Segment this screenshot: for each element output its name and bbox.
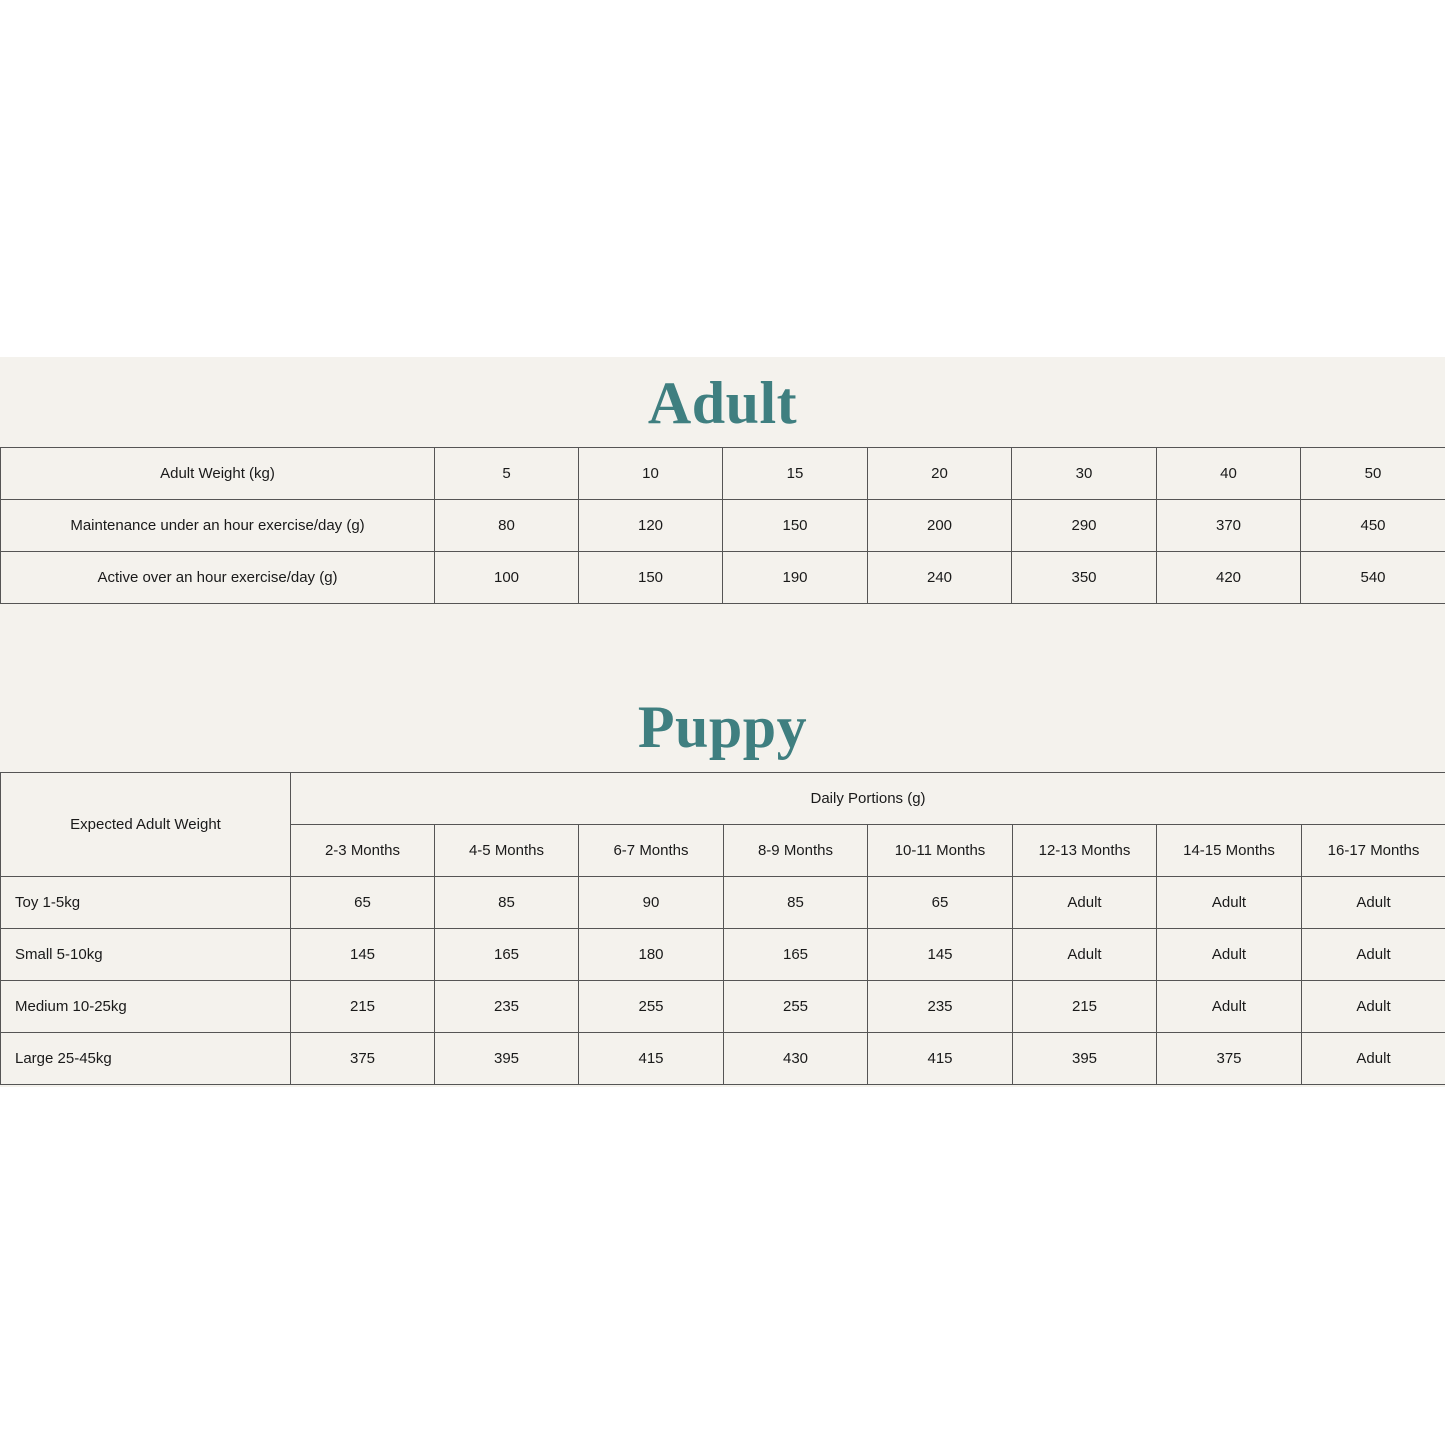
age-column-header: 4-5 Months bbox=[435, 825, 579, 877]
table-cell: 290 bbox=[1012, 500, 1157, 552]
table-cell: 100 bbox=[435, 552, 579, 604]
adult-weight-value: 20 bbox=[868, 448, 1012, 500]
table-cell: 255 bbox=[724, 981, 868, 1033]
table-cell: 80 bbox=[435, 500, 579, 552]
table-cell: 165 bbox=[724, 929, 868, 981]
feeding-guide-panel bbox=[0, 357, 1445, 1087]
table-cell: Adult bbox=[1157, 981, 1302, 1033]
row-label: Maintenance under an hour exercise/day (g) bbox=[1, 500, 435, 552]
table-cell: 200 bbox=[868, 500, 1012, 552]
table-cell: 165 bbox=[435, 929, 579, 981]
puppy-feeding-table bbox=[0, 772, 1445, 1085]
table-cell: 415 bbox=[579, 1033, 724, 1085]
age-column-header: 12-13 Months bbox=[1013, 825, 1157, 877]
row-label: Active over an hour exercise/day (g) bbox=[1, 552, 435, 604]
expected-adult-weight-header: Expected Adult Weight bbox=[1, 773, 291, 877]
table-row bbox=[1, 552, 1445, 604]
table-cell: Adult bbox=[1302, 929, 1445, 981]
table-cell: 215 bbox=[1013, 981, 1157, 1033]
row-label: Small 5-10kg bbox=[1, 929, 291, 981]
table-cell: 85 bbox=[435, 877, 579, 929]
table-cell: 150 bbox=[723, 500, 868, 552]
table-cell: 215 bbox=[291, 981, 435, 1033]
table-cell: Adult bbox=[1013, 877, 1157, 929]
table-row bbox=[1, 877, 1445, 929]
table-cell: 65 bbox=[291, 877, 435, 929]
adult-weight-value: 50 bbox=[1301, 448, 1445, 500]
age-column-header: 14-15 Months bbox=[1157, 825, 1302, 877]
table-cell: Adult bbox=[1013, 929, 1157, 981]
table-cell: 150 bbox=[579, 552, 723, 604]
adult-weight-value: 15 bbox=[723, 448, 868, 500]
table-cell: 190 bbox=[723, 552, 868, 604]
table-cell: Adult bbox=[1302, 981, 1445, 1033]
adult-section-title: Adult bbox=[647, 370, 798, 436]
table-cell: 90 bbox=[579, 877, 724, 929]
table-cell: 65 bbox=[868, 877, 1013, 929]
table-cell: 430 bbox=[724, 1033, 868, 1085]
table-cell: 375 bbox=[1157, 1033, 1302, 1085]
table-cell: Adult bbox=[1157, 929, 1302, 981]
table-cell: 450 bbox=[1301, 500, 1445, 552]
adult-weight-header: Adult Weight (kg) bbox=[1, 448, 435, 500]
table-cell: 145 bbox=[291, 929, 435, 981]
table-cell: 375 bbox=[291, 1033, 435, 1085]
adult-header-row bbox=[1, 448, 1445, 500]
table-cell: Adult bbox=[1302, 877, 1445, 929]
row-label: Medium 10-25kg bbox=[1, 981, 291, 1033]
age-column-header: 8-9 Months bbox=[724, 825, 868, 877]
puppy-section-title: Puppy bbox=[637, 694, 808, 760]
age-column-header: 16-17 Months bbox=[1302, 825, 1445, 877]
table-cell: Adult bbox=[1157, 877, 1302, 929]
adult-weight-value: 30 bbox=[1012, 448, 1157, 500]
table-cell: 235 bbox=[435, 981, 579, 1033]
table-cell: 540 bbox=[1301, 552, 1445, 604]
table-cell: 145 bbox=[868, 929, 1013, 981]
puppy-group-header-row bbox=[1, 773, 1445, 825]
table-row bbox=[1, 929, 1445, 981]
table-cell: Adult bbox=[1302, 1033, 1445, 1085]
age-column-header: 6-7 Months bbox=[579, 825, 724, 877]
table-cell: 350 bbox=[1012, 552, 1157, 604]
age-column-header: 2-3 Months bbox=[291, 825, 435, 877]
adult-weight-value: 10 bbox=[579, 448, 723, 500]
table-cell: 395 bbox=[1013, 1033, 1157, 1085]
table-cell: 85 bbox=[724, 877, 868, 929]
table-cell: 235 bbox=[868, 981, 1013, 1033]
table-cell: 120 bbox=[579, 500, 723, 552]
table-cell: 415 bbox=[868, 1033, 1013, 1085]
adult-feeding-table bbox=[0, 447, 1445, 604]
daily-portions-header: Daily Portions (g) bbox=[291, 773, 1445, 825]
table-cell: 395 bbox=[435, 1033, 579, 1085]
table-cell: 255 bbox=[579, 981, 724, 1033]
table-row bbox=[1, 1033, 1445, 1085]
table-cell: 240 bbox=[868, 552, 1012, 604]
age-column-header: 10-11 Months bbox=[868, 825, 1013, 877]
table-cell: 370 bbox=[1157, 500, 1301, 552]
table-cell: 180 bbox=[579, 929, 724, 981]
table-row bbox=[1, 981, 1445, 1033]
table-cell: 420 bbox=[1157, 552, 1301, 604]
adult-weight-value: 40 bbox=[1157, 448, 1301, 500]
adult-weight-value: 5 bbox=[435, 448, 579, 500]
row-label: Large 25-45kg bbox=[1, 1033, 291, 1085]
table-row bbox=[1, 500, 1445, 552]
row-label: Toy 1-5kg bbox=[1, 877, 291, 929]
